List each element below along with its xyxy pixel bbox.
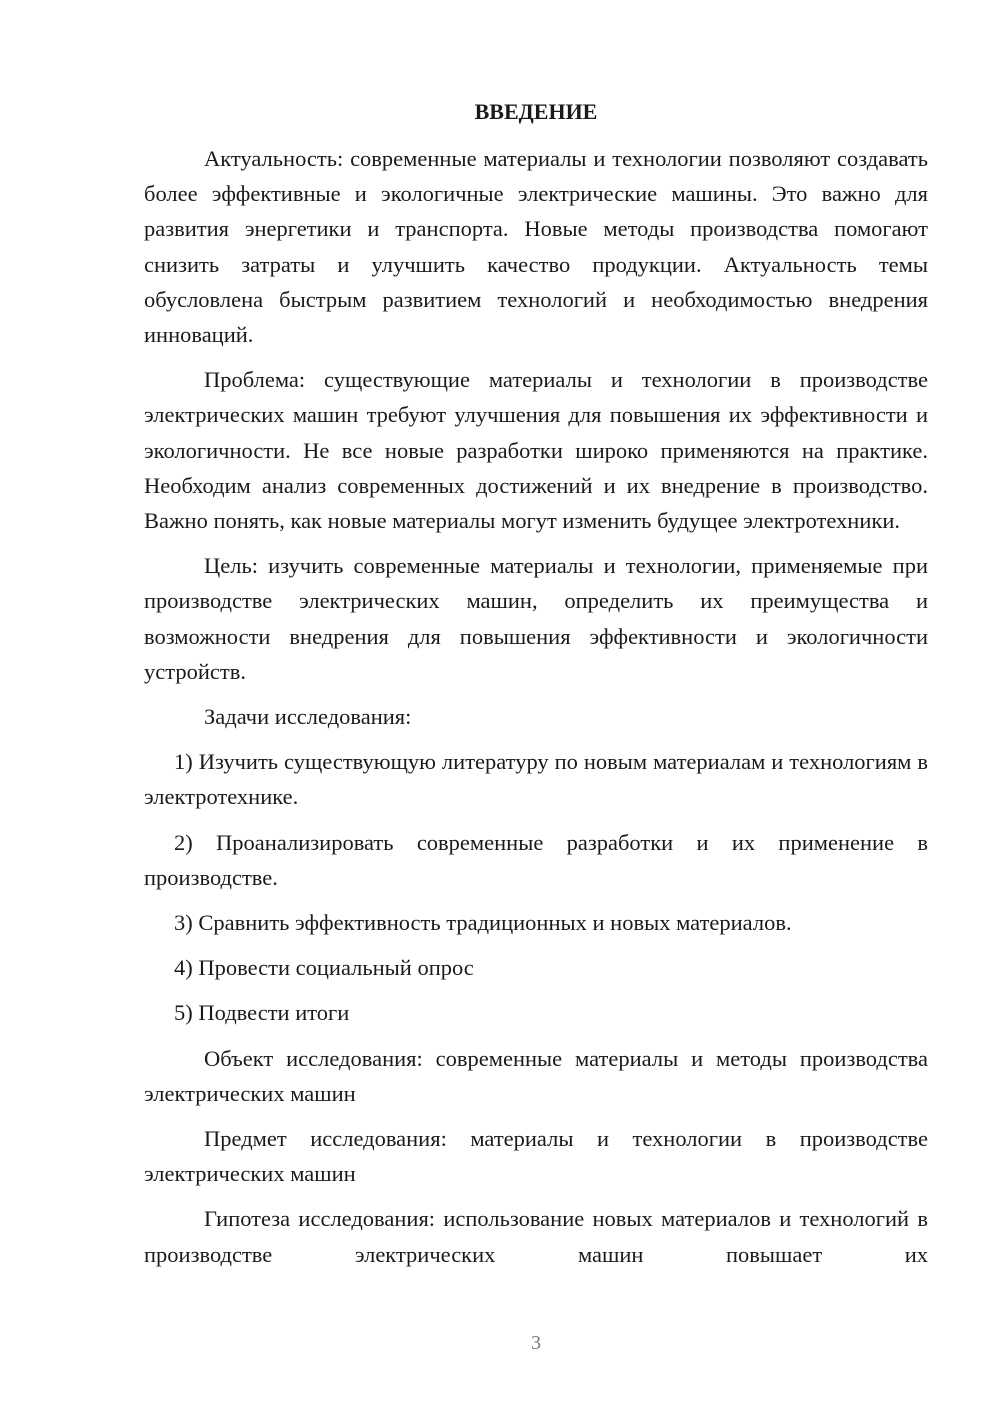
- task-item-3: 3) Сравнить эффективность традиционных и новых материалов.: [174, 910, 792, 936]
- goal-paragraph: Цель: изучить современные материалы и технологии, применяемые при производстве электрических машин, определить их преимущества и возможности внедрения для повышения эффективности и экологичности устройств.: [144, 553, 928, 684]
- problem-paragraph: Проблема: существующие материалы и технологии в производстве электрических машин требуют улучшения для повышения их эффективности и экологичности. Не все новые разработки широко применяются на практике. Необходим анализ современных достижений и их внедрение в производство. Важно понять, как новые материалы могут изменить будущее электротехники.: [144, 367, 928, 534]
- page-content: [144, 94, 928, 1282]
- relevance-paragraph: Актуальность: современные материалы и технологии позволяют создавать более эффективные и экологичные электрические машины. Это важно для развития энергетики и транспорта. Новые методы производства помогают снизить затраты и улучшить качество продукции. Актуальность темы обусловлена быстрым развитием технологий и необходимостью внедрения инноваций.: [144, 146, 928, 348]
- hypothesis-paragraph: Гипотеза исследования: использование новых материалов и технологий в производстве электрических машин повышает их: [144, 1206, 928, 1267]
- task-item-4: 4) Провести социальный опрос: [174, 955, 474, 981]
- subject-paragraph: Предмет исследования: материалы и технологии в производстве электрических машин: [144, 1126, 928, 1187]
- object-paragraph: Объект исследования: современные материалы и методы производства электрических машин: [144, 1045, 928, 1106]
- task-item-2: 2) Проанализировать современные разработки и их применение в производстве.: [144, 829, 928, 890]
- task-item-1: 1) Изучить существующую литературу по новым материалам и технологиям в электротехнике.: [144, 749, 928, 810]
- page-number: 3: [531, 1332, 541, 1354]
- tasks-heading: Задачи исследования:: [204, 704, 412, 730]
- task-item-5: 5) Подвести итоги: [174, 1000, 350, 1026]
- section-title: ВВЕДЕНИЕ: [474, 99, 598, 124]
